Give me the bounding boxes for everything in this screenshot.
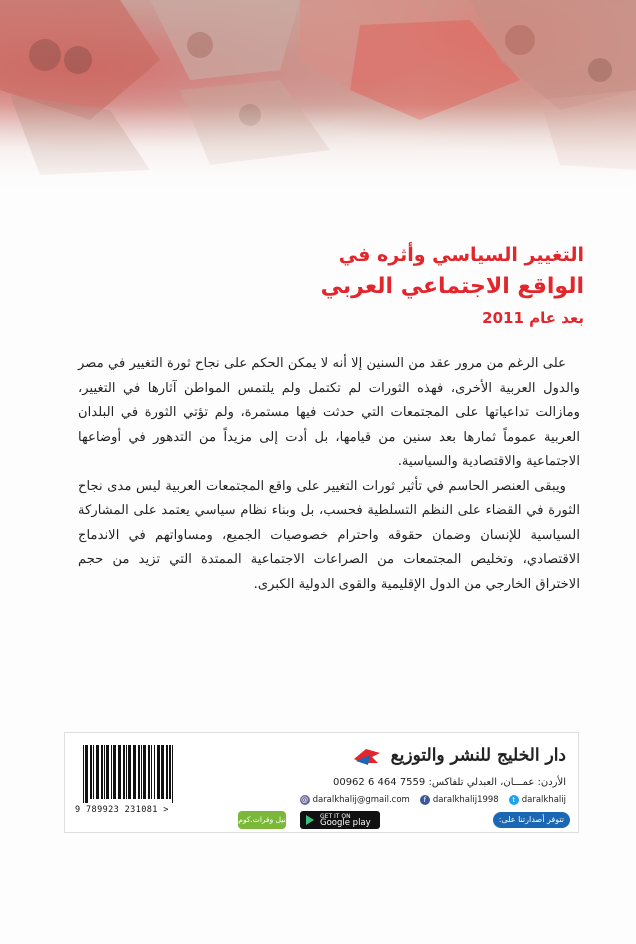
book-title-block <box>164 240 584 332</box>
isbn-number: 9 789923 231081 > <box>75 805 169 815</box>
title-line-2: الواقع الاجتماعي العربي <box>320 274 584 299</box>
barcode-bar <box>169 745 171 799</box>
title-line-1: التغيير السياسي وأثره في <box>338 244 584 266</box>
barcode-bar <box>83 745 84 803</box>
barcode-bar <box>154 745 155 799</box>
email-text: daralkhalij@gmail.com <box>312 795 410 805</box>
barcode-bar <box>93 745 94 799</box>
blurb-paragraph-2: ويبقى العنصر الحاسم في تأثير ثورات التغيير على واقع المجتمعات العربية ليس مدى نجاح الثورة في القضاء على النظم التسلطية فحسب، بل وبناء نظام سياسي يعتمد على المشاركة السياسية للإنسان وضمان حقوقه واحترام خصوصيات الجميع، ومساواتهم في الاندماج الاقتصادي، وتخليص المجتمعات من الصراعات الاجتماعية الممتدة التي تزيد من حجم الاختراق الخارجي من الدول الإقليمية والقوى الدولية الكبرى. <box>78 478 580 592</box>
barcode-bar <box>148 745 150 799</box>
barcode-bar <box>123 745 125 799</box>
barcode-bar <box>133 745 136 799</box>
barcode-bar <box>111 745 112 799</box>
collage-fade <box>0 105 636 195</box>
barcode-bar <box>113 745 116 799</box>
blurb-text <box>78 352 580 597</box>
barcode-bar <box>90 745 92 799</box>
barcode-bar <box>172 745 173 803</box>
google-play-big-text: Google play <box>320 818 371 828</box>
barcode-bar <box>141 745 142 799</box>
barcode-bar <box>126 745 127 799</box>
store-badges-row <box>230 811 570 829</box>
barcode-bars <box>75 743 220 803</box>
isbn-barcode <box>75 743 220 821</box>
barcode-bar <box>157 745 160 799</box>
email-icon: @ <box>301 796 309 804</box>
twitter-icon: t <box>509 795 519 805</box>
title-line-3: بعد عام 2011 <box>482 309 584 327</box>
barcode-bar <box>138 745 140 799</box>
barcode-bar <box>143 745 146 799</box>
publisher-name: دار الخليج للنشر والتوزيع <box>390 745 566 766</box>
publisher-logo-icon <box>352 745 382 767</box>
neelwafurat-badge[interactable] <box>238 811 286 829</box>
email-link[interactable] <box>300 795 410 805</box>
twitter-link[interactable] <box>509 795 566 805</box>
barcode-bar <box>128 745 131 799</box>
facebook-link[interactable] <box>420 795 499 805</box>
publisher-footer <box>64 732 579 833</box>
barcode-bar <box>96 745 99 799</box>
barcode-bar <box>118 745 121 799</box>
barcode-bar <box>106 745 109 799</box>
barcode-bar <box>151 745 152 799</box>
facebook-text: daralkhalij1998 <box>432 795 499 805</box>
twitter-text: daralkhalij <box>521 795 566 805</box>
barcode-bar <box>101 745 103 799</box>
facebook-icon: f <box>420 795 430 805</box>
barcode-bar <box>85 745 88 803</box>
barcode-bar <box>166 745 168 799</box>
available-on-label: تتوفر أصدارتنا على: <box>493 812 570 828</box>
barcode-bar <box>104 745 105 799</box>
barcode-bar <box>161 745 164 799</box>
publisher-contact: الأردن: عمـــان، العبدلي تلفاكس: 7559 464 6 00962 <box>332 777 566 788</box>
google-play-icon <box>306 815 314 825</box>
publisher-name-block <box>352 745 566 767</box>
google-play-small-text: GET IT ON <box>320 813 351 820</box>
neelwafurat-label: نيل وفرات.كوم <box>238 815 286 824</box>
blurb-paragraph-1: على الرغم من مرور عقد من السنين إلا أنه لا يمكن الحكم على نجاح ثورة التغيير في مصر والدول العربية الأخرى، فهذه الثورات لم تكتمل ولم يلتمس المواطن آثارها في التغيير، ومازالت تداعياتها على المجتمعات التي حدثت فيها مستمرة، ولم تؤتي الثورة في البلدان العربية عموماً ثمارها بعد سنين من قيامها، بل أدت إلى مزيداً من التدهور في أوضاعها الاجتماعية والاقتصادية والسياسية. <box>78 356 580 469</box>
social-links <box>300 795 566 805</box>
cover-photo-collage <box>0 0 636 195</box>
google-play-badge[interactable] <box>300 811 380 829</box>
